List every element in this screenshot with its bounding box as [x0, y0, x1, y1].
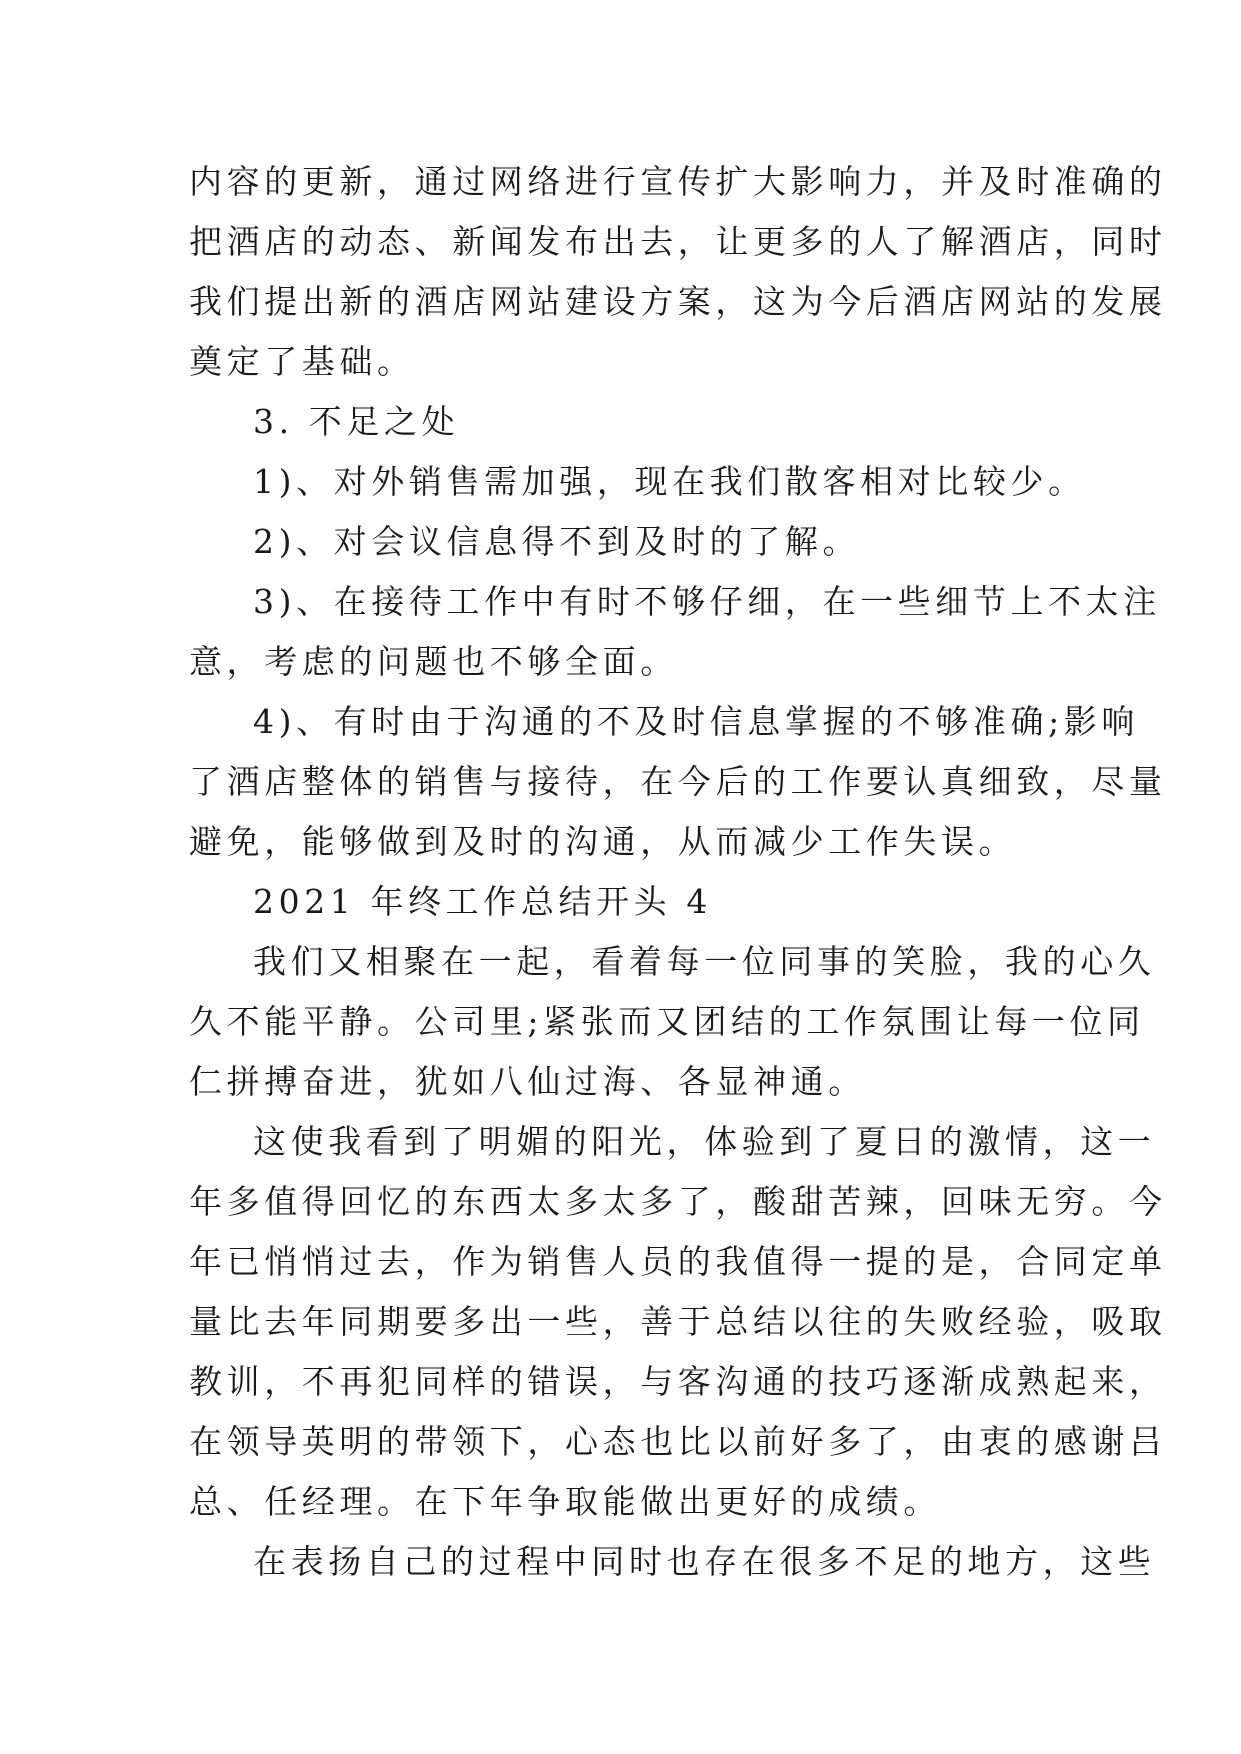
text-line: 奠定了基础。: [189, 342, 415, 381]
list-item: 4)、有时由于沟通的不及时信息掌握的不够准确;影响: [253, 702, 1139, 741]
text-line: 把酒店的动态、新闻发布出去，让更多的人了解酒店，同时: [189, 222, 1167, 261]
paragraph-start: 在表扬自己的过程中同时也存在很多不足的地方，这些: [253, 1542, 1156, 1581]
text-line: 教训，不再犯同样的错误，与客沟通的技巧逐渐成熟起来，: [189, 1362, 1167, 1401]
section-heading: 2021 年终工作总结开头 4: [253, 882, 712, 921]
text-line: 避免，能够做到及时的沟通，从而减少工作失误。: [189, 822, 1017, 861]
text-line: 年多值得回忆的东西太多太多了，酸甜苦辣，回味无穷。今: [189, 1182, 1167, 1221]
text-line: 年已悄悄过去，作为销售人员的我值得一提的是，合同定单: [189, 1242, 1167, 1281]
text-line: 总、任经理。在下年争取能做出更好的成绩。: [189, 1482, 941, 1521]
text-line: 久不能平静。公司里;紧张而又团结的工作氛围让每一位同: [189, 1002, 1145, 1041]
text-line: 仁拼搏奋进，犹如八仙过海、各显神通。: [189, 1062, 866, 1101]
text-line: 了酒店整体的销售与接待，在今后的工作要认真细致，尽量: [189, 762, 1167, 801]
paragraph-start: 这使我看到了明媚的阳光，体验到了夏日的激情，这一: [253, 1122, 1156, 1161]
paragraph-start: 我们又相聚在一起，看着每一位同事的笑脸，我的心久: [253, 942, 1156, 981]
document-body: [189, 152, 1167, 1592]
list-item: 2)、对会议信息得不到及时的了解。: [253, 522, 861, 561]
text-line: 我们提出新的酒店网站建设方案，这为今后酒店网站的发展: [189, 282, 1167, 321]
text-line: 意，考虑的问题也不够全面。: [189, 642, 678, 681]
section-heading: 3. 不足之处: [253, 402, 460, 441]
list-item: 3)、在接待工作中有时不够仔细，在一些细节上不太注: [253, 582, 1161, 621]
text-line: 量比去年同期要多出一些，善于总结以往的失败经验，吸取: [189, 1302, 1167, 1341]
list-item: 1)、对外销售需加强，现在我们散客相对比较少。: [253, 462, 1086, 501]
text-line: 在领导英明的带领下，心态也比以前好多了，由衷的感谢吕: [189, 1422, 1167, 1461]
text-line: 内容的更新，通过网络进行宣传扩大影响力，并及时准确的: [189, 162, 1167, 201]
